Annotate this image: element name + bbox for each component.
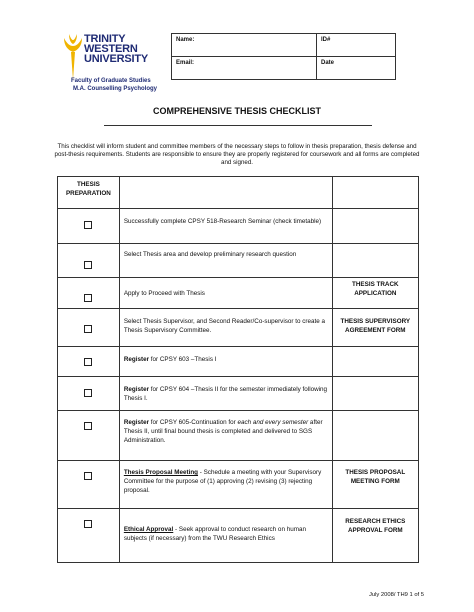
checkbox[interactable] <box>84 221 92 229</box>
university-line-1: TRINITY <box>84 33 126 45</box>
row-italic-text: each and every semester <box>237 419 309 426</box>
row-form: THESIS SUPERVISORY AGREEMENT FORM <box>340 318 411 334</box>
faculty-name: Faculty of Graduate Studies <box>71 78 151 84</box>
date-field[interactable] <box>317 57 396 80</box>
university-name <box>84 34 148 64</box>
checklist-row <box>58 309 419 347</box>
email-field[interactable] <box>172 57 317 80</box>
checklist-row <box>58 411 419 461</box>
checkbox[interactable] <box>84 389 92 397</box>
row-bold-text: Register <box>123 386 150 393</box>
email-label: Email: <box>176 60 195 66</box>
checklist-row <box>58 461 419 509</box>
row-text: Select Thesis Supervisor, and Second Reader/Co-supervisor to create a Thesis Supervisory Committee. <box>123 318 325 334</box>
row-text: - Schedule a meeting with your Supervisory Committee for the purpose of (1) approving (2) revising (3) rejecting proposal. <box>123 469 322 494</box>
checkbox[interactable] <box>84 472 92 480</box>
page-footer: July 2008/ TH9 1 of 5 <box>369 592 424 598</box>
checkbox[interactable] <box>84 422 92 430</box>
row-text: - Seek approval to conduct research on human subjects (if necessary) from the TWU Research Ethics <box>123 526 306 542</box>
row-bold-text: Register <box>123 419 150 426</box>
row-text: after Thesis II, until final bound thesis is completed and delivered to SGS Administration. <box>123 419 323 444</box>
faculty-block <box>71 77 157 93</box>
row-bold-text: Thesis Proposal Meeting <box>123 469 199 476</box>
intro-paragraph: This checklist will inform student and committee members of the necessary steps to follow in thesis preparation, thesis defense and post-thesis requirements. Students are responsible to ensure they are properly registered for coursework and all forms are completed and signed. <box>54 143 420 167</box>
checkbox[interactable] <box>84 294 92 302</box>
section-header-cell <box>58 177 120 209</box>
date-label: Date <box>321 60 335 66</box>
checklist-row <box>58 244 419 278</box>
row-bold-text: Register <box>123 356 150 363</box>
row-bold-text: Ethical Approval <box>123 526 174 533</box>
checkbox[interactable] <box>84 325 92 333</box>
university-line-3: UNIVERSITY <box>84 53 149 65</box>
id-field[interactable] <box>317 34 396 57</box>
program-name: M.A. Counselling Psychology <box>73 86 158 92</box>
checklist-row <box>58 509 419 563</box>
row-text: Select Thesis area and develop preliminary research question <box>123 251 297 258</box>
name-field[interactable] <box>172 34 317 57</box>
checkbox[interactable] <box>84 261 92 269</box>
section-header: THESIS PREPARATION <box>65 181 111 197</box>
row-text: for CPSY 603 –Thesis I <box>149 356 217 363</box>
checklist-row <box>58 347 419 377</box>
name-label: Name: <box>176 37 195 43</box>
university-line-2: WESTERN <box>84 43 138 55</box>
row-text: Successfully complete CPSY 518-Research Seminar (check timetable) <box>123 218 322 225</box>
row-form: THESIS TRACK APPLICATION <box>352 281 399 297</box>
checklist-table <box>57 176 419 563</box>
page-title: COMPREHENSIVE THESIS CHECKLIST <box>152 106 322 116</box>
row-form: RESEARCH ETHICS APPROVAL FORM <box>345 518 406 534</box>
student-info-table <box>171 33 396 80</box>
title-divider <box>104 125 372 126</box>
checklist-row <box>58 209 419 244</box>
row-text-pre: for CPSY 605-Continuation for <box>149 419 238 426</box>
checkbox[interactable] <box>84 520 92 528</box>
row-text: for CPSY 604 –Thesis II for the semester immediately following Thesis I. <box>123 386 328 402</box>
checkbox[interactable] <box>84 358 92 366</box>
row-form: THESIS PROPOSAL MEETING FORM <box>345 469 406 485</box>
row-text: Apply to Proceed with Thesis <box>123 290 205 297</box>
checklist-row <box>58 278 419 309</box>
checklist-row <box>58 377 419 411</box>
torch-logo-icon <box>60 32 86 82</box>
id-label: ID# <box>321 37 331 43</box>
